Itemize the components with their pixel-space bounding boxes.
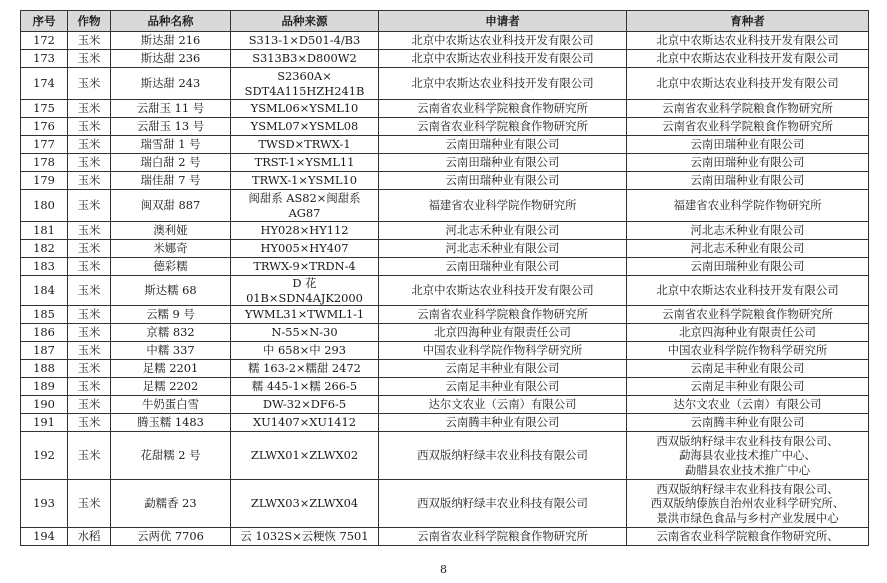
cell-breeder-line: 河北志禾种业有限公司 — [690, 223, 805, 238]
cell-variety-source — [231, 378, 379, 396]
table-row — [21, 240, 869, 258]
table-row — [21, 100, 869, 118]
cell-variety-source — [231, 240, 379, 258]
cell-variety-source — [231, 100, 379, 118]
cell-breeder-line: 中国农业科学院作物科学研究所 — [667, 343, 828, 358]
cell-breeder — [627, 154, 869, 172]
cell-variety-name: 云甜玉 11 号 — [111, 100, 231, 118]
cell-breeder — [627, 306, 869, 324]
cell-crop: 玉米 — [68, 240, 111, 258]
cell-breeder-line: 北京中农斯达农业科技开发有限公司 — [656, 33, 839, 48]
table-row — [21, 414, 869, 432]
cell-breeder — [627, 118, 869, 136]
cell-variety-source-line: SDT4A115HZH241B — [244, 83, 365, 98]
cell-breeder — [627, 50, 869, 68]
cell-applicant: 云南足丰种业有限公司 — [379, 360, 627, 378]
cell-crop: 玉米 — [68, 276, 111, 306]
cell-variety-source — [231, 528, 379, 546]
cell-variety-source — [231, 432, 379, 480]
cell-variety-name: 瑞雪甜 1 号 — [111, 136, 231, 154]
cell-serial-no: 191 — [21, 414, 68, 432]
cell-variety-source — [231, 172, 379, 190]
cell-crop: 玉米 — [68, 118, 111, 136]
cell-variety-source-line: TRST-1×YSML11 — [254, 155, 355, 170]
table-row — [21, 528, 869, 546]
cell-variety-source-line: DW-32×DF6-5 — [262, 397, 347, 412]
cell-variety-source-line: D 花 01B×SDN4AJK2000 — [246, 276, 363, 305]
cell-crop: 玉米 — [68, 154, 111, 172]
cell-serial-no: 172 — [21, 32, 68, 50]
cell-variety-name: 闽双甜 887 — [111, 190, 231, 222]
cell-variety-source — [231, 306, 379, 324]
cell-breeder — [627, 222, 869, 240]
cell-breeder — [627, 396, 869, 414]
cell-crop: 玉米 — [68, 172, 111, 190]
cell-variety-name: 米娜奇 — [111, 240, 231, 258]
cell-serial-no: 179 — [21, 172, 68, 190]
cell-serial-no: 186 — [21, 324, 68, 342]
cell-breeder — [627, 324, 869, 342]
cell-breeder-line: 景洪市绿色食品与乡村产业发展中心 — [656, 510, 839, 525]
cell-breeder — [627, 414, 869, 432]
cell-variety-name: 瑞白甜 2 号 — [111, 154, 231, 172]
cell-breeder-line: 云南田瑞种业有限公司 — [690, 137, 805, 152]
cell-variety-source — [231, 68, 379, 100]
table-row — [21, 324, 869, 342]
cell-breeder — [627, 258, 869, 276]
cell-applicant: 云南腾丰种业有限公司 — [379, 414, 627, 432]
cell-variety-source-line: ZLWX01×ZLWX02 — [250, 448, 359, 463]
cell-serial-no: 182 — [21, 240, 68, 258]
cell-variety-source-line: TRWX-1×YSML10 — [251, 173, 358, 188]
cell-breeder — [627, 480, 869, 528]
cell-crop: 玉米 — [68, 480, 111, 528]
cell-breeder — [627, 190, 869, 222]
cell-variety-name: 斯达甜 243 — [111, 68, 231, 100]
cell-serial-no: 194 — [21, 528, 68, 546]
cell-breeder-line: 北京四海种业有限责任公司 — [679, 325, 816, 340]
cell-breeder-line: 西双版纳籽绿丰农业科技有限公司、 — [656, 433, 839, 448]
cell-breeder — [627, 276, 869, 306]
cell-breeder-line: 西双版纳籽绿丰农业科技有限公司、 — [656, 481, 839, 496]
cell-breeder-line: 云南省农业科学院粮食作物研究所、 — [656, 529, 839, 544]
cell-breeder — [627, 172, 869, 190]
cell-variety-name: 德彩糯 — [111, 258, 231, 276]
cell-breeder — [627, 342, 869, 360]
table-row — [21, 32, 869, 50]
cell-crop: 玉米 — [68, 190, 111, 222]
cell-breeder-line: 云南田瑞种业有限公司 — [690, 155, 805, 170]
cell-breeder — [627, 136, 869, 154]
cell-variety-name: 腾玉糯 1483 — [111, 414, 231, 432]
cell-breeder-line: 云南田瑞种业有限公司 — [690, 173, 805, 188]
cell-variety-source-line: 糯 163-2×糯甜 2472 — [248, 361, 361, 376]
cell-variety-name: 花甜糯 2 号 — [111, 432, 231, 480]
header-variety-name: 品种名称 — [111, 11, 231, 32]
cell-variety-source — [231, 190, 379, 222]
cell-breeder — [627, 100, 869, 118]
cell-breeder-line: 云南腾丰种业有限公司 — [690, 415, 805, 430]
table-row — [21, 276, 869, 306]
table-row — [21, 258, 869, 276]
cell-crop: 玉米 — [68, 396, 111, 414]
cell-crop: 玉米 — [68, 306, 111, 324]
cell-breeder — [627, 528, 869, 546]
header-serial-no: 序号 — [21, 11, 68, 32]
cell-breeder-line: 达尔文农业（云南）有限公司 — [673, 397, 822, 412]
cell-applicant: 北京中农斯达农业科技开发有限公司 — [379, 276, 627, 306]
cell-variety-source — [231, 50, 379, 68]
cell-variety-source-line: ZLWX03×ZLWX04 — [250, 496, 359, 511]
table-row — [21, 172, 869, 190]
table-header-row — [21, 11, 869, 32]
cell-serial-no: 193 — [21, 480, 68, 528]
cell-variety-name: 勐糯香 23 — [111, 480, 231, 528]
table-row — [21, 118, 869, 136]
cell-applicant: 云南省农业科学院粮食作物研究所 — [379, 306, 627, 324]
cell-variety-name: 瑞佳甜 7 号 — [111, 172, 231, 190]
cell-applicant: 云南田瑞种业有限公司 — [379, 136, 627, 154]
cell-breeder-line: 勐海县农业技术推广中心、 — [679, 448, 816, 463]
cell-crop: 玉米 — [68, 222, 111, 240]
cell-variety-name: 京糯 832 — [111, 324, 231, 342]
cell-variety-name: 斯达甜 236 — [111, 50, 231, 68]
cell-crop: 玉米 — [68, 50, 111, 68]
cell-serial-no: 187 — [21, 342, 68, 360]
cell-applicant: 云南田瑞种业有限公司 — [379, 154, 627, 172]
cell-crop: 玉米 — [68, 414, 111, 432]
cell-variety-source-line: S2360A× — [277, 69, 332, 83]
cell-breeder-line: 福建省农业科学院作物研究所 — [673, 198, 822, 213]
cell-breeder-line: 云南足丰种业有限公司 — [690, 379, 805, 394]
cell-variety-name: 云两优 7706 — [111, 528, 231, 546]
cell-serial-no: 184 — [21, 276, 68, 306]
cell-breeder-line: 云南足丰种业有限公司 — [690, 361, 805, 376]
cell-applicant: 云南省农业科学院粮食作物研究所 — [379, 118, 627, 136]
header-applicant: 申请者 — [379, 11, 627, 32]
cell-applicant: 西双版纳籽绿丰农业科技有限公司 — [379, 480, 627, 528]
cell-applicant: 云南足丰种业有限公司 — [379, 378, 627, 396]
cell-applicant: 云南省农业科学院粮食作物研究所 — [379, 100, 627, 118]
cell-applicant: 北京中农斯达农业科技开发有限公司 — [379, 50, 627, 68]
cell-serial-no: 181 — [21, 222, 68, 240]
table-row — [21, 480, 869, 528]
cell-crop: 玉米 — [68, 258, 111, 276]
cell-breeder-line: 北京中农斯达农业科技开发有限公司 — [656, 51, 839, 66]
cell-variety-source-line: AG87 — [288, 205, 321, 220]
cell-applicant: 北京四海种业有限责任公司 — [379, 324, 627, 342]
cell-applicant: 云南田瑞种业有限公司 — [379, 172, 627, 190]
cell-crop: 玉米 — [68, 68, 111, 100]
cell-breeder — [627, 360, 869, 378]
cell-applicant: 达尔文农业（云南）有限公司 — [379, 396, 627, 414]
cell-variety-source-line: S313-1×D501-4/B3 — [248, 33, 361, 48]
cell-variety-source — [231, 324, 379, 342]
cell-serial-no: 180 — [21, 190, 68, 222]
cell-breeder-line: 勐腊县农业技术推广中心 — [684, 462, 811, 477]
cell-breeder-line: 北京中农斯达农业科技开发有限公司 — [656, 283, 839, 298]
cell-breeder — [627, 240, 869, 258]
cell-variety-name: 斯达糯 68 — [111, 276, 231, 306]
table-row — [21, 360, 869, 378]
table-row — [21, 342, 869, 360]
cell-crop: 玉米 — [68, 432, 111, 480]
table-row — [21, 396, 869, 414]
cell-variety-source-line: YSML07×YSML08 — [250, 119, 359, 134]
cell-applicant: 北京中农斯达农业科技开发有限公司 — [379, 68, 627, 100]
cell-serial-no: 185 — [21, 306, 68, 324]
cell-variety-source — [231, 360, 379, 378]
cell-variety-name: 中糯 337 — [111, 342, 231, 360]
variety-table — [20, 10, 869, 546]
cell-applicant: 云南田瑞种业有限公司 — [379, 258, 627, 276]
cell-serial-no: 189 — [21, 378, 68, 396]
header-variety-source: 品种来源 — [231, 11, 379, 32]
cell-breeder — [627, 432, 869, 480]
cell-serial-no: 177 — [21, 136, 68, 154]
header-crop: 作物 — [68, 11, 111, 32]
cell-breeder-line: 北京中农斯达农业科技开发有限公司 — [656, 76, 839, 91]
cell-variety-source-line: TWSD×TRWX-1 — [258, 137, 351, 152]
cell-breeder — [627, 378, 869, 396]
cell-serial-no: 178 — [21, 154, 68, 172]
cell-breeder-line: 西双版纳傣族自治州农业科学研究所、 — [650, 496, 845, 511]
cell-applicant: 河北志禾种业有限公司 — [379, 222, 627, 240]
cell-breeder — [627, 32, 869, 50]
cell-applicant: 云南省农业科学院粮食作物研究所 — [379, 528, 627, 546]
cell-variety-source-line: S313B3×D800W2 — [252, 51, 357, 66]
cell-crop: 玉米 — [68, 136, 111, 154]
cell-breeder-line: 云南省农业科学院粮食作物研究所 — [662, 101, 833, 116]
table-row — [21, 432, 869, 480]
cell-variety-source-line: TRWX-9×TRDN-4 — [253, 259, 356, 274]
cell-variety-source-line: 中 658×中 293 — [262, 343, 347, 358]
header-breeder: 育种者 — [627, 11, 869, 32]
cell-variety-source — [231, 480, 379, 528]
cell-breeder-line: 云南省农业科学院粮食作物研究所 — [662, 307, 833, 322]
cell-applicant: 北京中农斯达农业科技开发有限公司 — [379, 32, 627, 50]
cell-crop: 玉米 — [68, 360, 111, 378]
cell-variety-name: 牛奶蛋白雪 — [111, 396, 231, 414]
cell-variety-source — [231, 222, 379, 240]
cell-applicant: 中国农业科学院作物科学研究所 — [379, 342, 627, 360]
cell-breeder — [627, 68, 869, 100]
cell-variety-source-line: HY028×HY112 — [260, 223, 349, 238]
table-row — [21, 154, 869, 172]
cell-breeder-line: 云南省农业科学院粮食作物研究所 — [662, 119, 833, 134]
cell-serial-no: 192 — [21, 432, 68, 480]
cell-applicant: 西双版纳籽绿丰农业科技有限公司 — [379, 432, 627, 480]
cell-variety-source — [231, 32, 379, 50]
cell-variety-source — [231, 258, 379, 276]
table-row — [21, 306, 869, 324]
cell-variety-name: 澳利娅 — [111, 222, 231, 240]
cell-variety-source-line: N-55×N-30 — [271, 325, 338, 340]
cell-variety-source-line: YSML06×YSML10 — [250, 101, 359, 116]
cell-variety-source-line: XU1407×XU1412 — [253, 415, 356, 430]
cell-crop: 玉米 — [68, 100, 111, 118]
cell-variety-source-line: 糯 445-1×糯 266-5 — [251, 379, 358, 394]
cell-variety-source-line: 云 1032S×云粳恢 7501 — [240, 529, 369, 544]
cell-variety-source — [231, 276, 379, 306]
table-row — [21, 378, 869, 396]
cell-crop: 玉米 — [68, 324, 111, 342]
cell-variety-name: 足糯 2202 — [111, 378, 231, 396]
variety-table-sheet — [20, 10, 868, 546]
table-row — [21, 190, 869, 222]
cell-variety-source — [231, 118, 379, 136]
cell-applicant: 河北志禾种业有限公司 — [379, 240, 627, 258]
cell-variety-name: 云糯 9 号 — [111, 306, 231, 324]
table-body — [21, 32, 869, 546]
cell-variety-source-line: 闽甜系 AS82×闽甜系 — [248, 191, 361, 205]
cell-serial-no: 175 — [21, 100, 68, 118]
table-row — [21, 222, 869, 240]
cell-variety-source — [231, 136, 379, 154]
cell-serial-no: 173 — [21, 50, 68, 68]
cell-serial-no: 176 — [21, 118, 68, 136]
cell-variety-source — [231, 342, 379, 360]
cell-serial-no: 190 — [21, 396, 68, 414]
cell-crop: 玉米 — [68, 342, 111, 360]
cell-breeder-line: 云南田瑞种业有限公司 — [690, 259, 805, 274]
cell-variety-name: 斯达甜 216 — [111, 32, 231, 50]
cell-breeder-line: 河北志禾种业有限公司 — [690, 241, 805, 256]
cell-serial-no: 188 — [21, 360, 68, 378]
cell-variety-source — [231, 154, 379, 172]
cell-variety-source — [231, 396, 379, 414]
cell-crop: 玉米 — [68, 378, 111, 396]
cell-serial-no: 174 — [21, 68, 68, 100]
table-row — [21, 50, 869, 68]
cell-applicant: 福建省农业科学院作物研究所 — [379, 190, 627, 222]
cell-variety-name: 云甜玉 13 号 — [111, 118, 231, 136]
cell-variety-source-line: HY005×HY407 — [260, 241, 349, 256]
table-row — [21, 68, 869, 100]
cell-variety-source — [231, 414, 379, 432]
cell-variety-name: 足糯 2201 — [111, 360, 231, 378]
cell-crop: 玉米 — [68, 32, 111, 50]
page-number: 8 — [440, 563, 447, 576]
cell-crop: 水稻 — [68, 528, 111, 546]
cell-serial-no: 183 — [21, 258, 68, 276]
table-row — [21, 136, 869, 154]
cell-variety-source-line: YWML31×TWML1-1 — [244, 307, 365, 322]
